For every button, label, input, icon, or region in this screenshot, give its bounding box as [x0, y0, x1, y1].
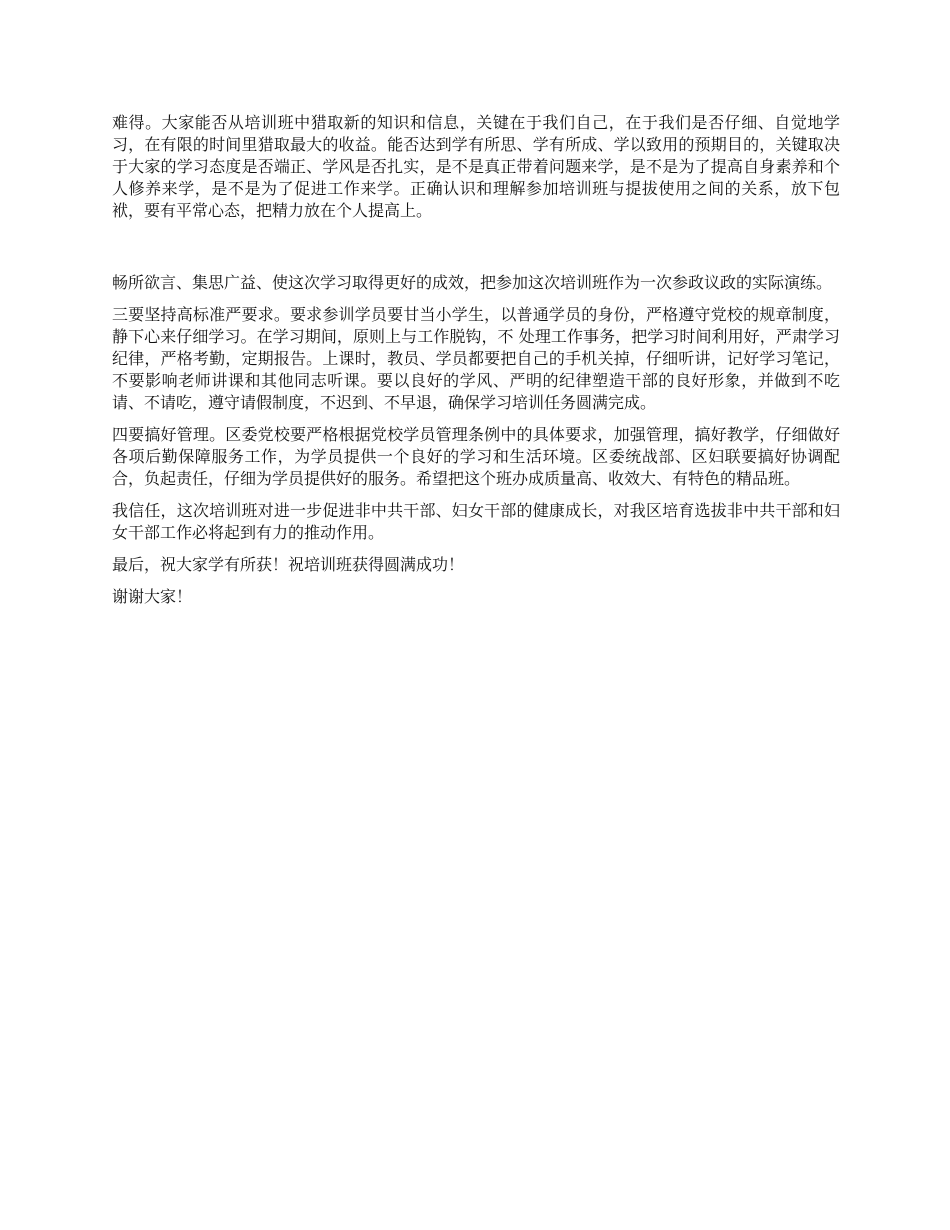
paragraph-high-standards: 三要坚持高标准严要求。要求参训学员要甘当小学生，以普通学员的身份，严格遵守党校的规章制度，静下心来仔细学习。在学习期间，原则上与工作脱钩，不 处理工作事务，把学习时间利用好，严肃学习纪律，严格考勤，定期报告。上课时，教员、学员都要把自己的手机关掉，仔细听讲，记好学习笔记，不要影响老师讲课和其他同志听课。要以良好的学风、严明的纪律塑造干部的良好形象，并做到不吃请、不请吃，遵守请假制度，不迟到、不早退，确保学习培训任务圆满完成。 — [112, 305, 840, 412]
paragraph-gap — [112, 222, 840, 272]
paragraph-management: 四要搞好管理。区委党校要严格根据党校学员管理条例中的具体要求，加强管理，搞好教学，仔细做好各项后勤保障服务工作，为学员提供一个良好的学习和生活环境。区委统战部、区妇联要搞好协调配合，负起责任，仔细为学员提供好的服务。希望把这个班办成质量高、收效大、有特色的精品班。 — [112, 425, 840, 488]
paragraph-study-attitude: 难得。大家能否从培训班中猎取新的知识和信息，关键在于我们自己，在于我们是否仔细、自觉地学习，在有限的时间里猎取最大的收益。能否达到学有所思、学有所成、学以致用的预期目的，关键取决于大家的学习态度是否端正、学风是否扎实，是不是真正带着问题来学，是不是为了提高自身素养和个人修养来学，是不是为了促进工作来学。正确认识和理解参加培训班与提拔使用之间的关系，放下包袱，要有平常心态，把精力放在个人提高上。 — [112, 113, 840, 220]
paragraph-thanks: 谢谢大家！ — [112, 587, 193, 606]
paragraph-speak-freely: 畅所欲言、集思广益、使这次学习取得更好的成效，把参加这次培训班作为一次参政议政的实际演练。 — [112, 273, 833, 292]
paragraph-wishes: 最后，祝大家学有所获！祝培训班获得圆满成功！ — [112, 555, 465, 574]
document-page — [112, 112, 840, 618]
paragraph-confidence: 我信任，这次培训班对进一步促进非中共干部、妇女干部的健康成长，对我区培育选拔非中共干部和妇女干部工作必将起到有力的推动作用。 — [112, 501, 840, 542]
